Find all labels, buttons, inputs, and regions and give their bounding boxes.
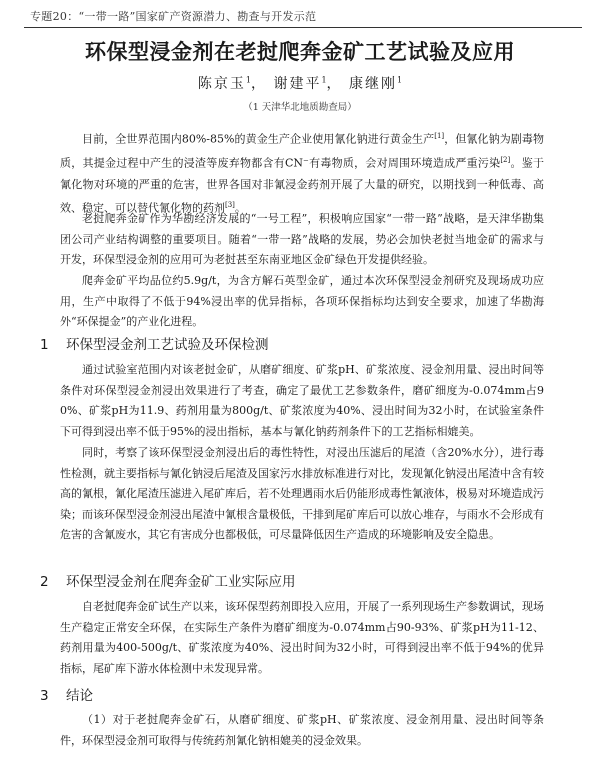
section-number: 3 (40, 688, 49, 704)
body-paragraph: 自老挝爬奔金矿试生产以来，该环保型药剂即投入应用，开展了一系列现场生产参数调试，现场生产稳定正常安全环保，在实际生产条件为磨矿细度为-0.074mm占90-93%、矿浆pH为11-12、药剂用量为400-500g/t、矿浆浓度为40%、浸出时间为32小时，可得到浸出率不低于94%的优异指标，尾矿库下游水体检测中未发现异常。 (60, 600, 544, 675)
intro-paragraph: 老挝爬奔金矿作为华勘经济发展的“一号工程”，积极响应国家“一带一路”战略，是天津华勘集团公司产业结构调整的重要项目。随着“一带一路”战略的发展，势必会加快老挝当地金矿的需求与开发，环保型浸金剂的应用可为老挝甚至东南亚地区金矿绿色开发提供经验。 (60, 212, 544, 267)
author-affiliation: （1 天津华北地质勘查局） (243, 102, 357, 113)
section-heading (40, 333, 269, 353)
paper-title: 环保型浸金剂在老挝爬奔金矿工艺试验及应用 (85, 40, 515, 64)
author-name: 康继刚 (349, 76, 397, 92)
paragraph-text: 目前，全世界范围内80%-85%的黄金生产企业使用氰化钠进行黄金生产 (82, 132, 435, 146)
author-name: 陈京玉 (197, 76, 246, 92)
running-head: 专题20：“一带一路”国家矿产资源潜力、勘查与开发示范 (30, 10, 317, 23)
paragraph-text: 。鉴于氰化物对环境的严重的危害，世界各国对非氰浸金药剂开展了大量的研究，以期找到一种低毒、高效、稳定、可以替代氰化物的药剂 (60, 156, 544, 215)
section-title: 环保型浸金剂在爬奔金矿工业实际应用 (66, 574, 296, 590)
section-heading (40, 684, 93, 704)
author-name: 谢建平 (273, 76, 322, 92)
author-affiliation-mark: 1 (245, 75, 251, 85)
body-paragraph: （1）对于老挝爬奔金矿石，从磨矿细度、矿浆pH、矿浆浓度、浸金剂用量、浸出时间等条件，环保型浸金剂可取得与传统药剂氰化钠相媲美的浸金效果。 (60, 713, 544, 747)
citation-ref: [3] (225, 201, 235, 210)
citation-ref: [1] (434, 132, 445, 140)
header-rule (24, 27, 582, 28)
author-affiliation-mark: 1 (321, 75, 327, 85)
body-paragraph: 通过试验室范围内对该老挝金矿，从磨矿细度、矿浆pH、矿浆浓度、浸金剂用量、浸出时间等条件对环保型浸金剂浸出效果进行了考查，确定了最优工艺参数条件，磨矿细度为-0.074mm占90%、矿浆pH为11.9、药剂用量为800g/t、矿浆浓度为40%、浸出时间为32小时，在试验室条件下可得到浸出率不低于95%的浸出指标，基本与氰化钠药剂条件下的工艺指标相媲美。 (60, 363, 544, 438)
intro-paragraph: 爬奔金矿平均品位约5.9g/t，为含方解石英型金矿，通过本次环保型浸金剂研究及现场成功应用，生产中取得了不低于94%浸出率的优异指标，各项环保指标均达到安全要求，加速了华勘海外“环保提金”的产业化进程。 (60, 274, 544, 329)
paragraph-text: ，但氰化钠为剧毒物质，其提金过程中产生的浸渣等废弃物都含有CN⁻有毒物质，会对周围环境造成严重污染 (60, 132, 544, 170)
body-paragraph: 同时，考察了该环保型浸金剂浸出后的毒性特性，对浸出压滤后的尾渣（含20%水分），进行毒性检测，就主要指标与氰化钠浸后尾渣及国家污水排放标准进行对比，发现氰化钠浸出尾渣中含有较高的氰根，氰化尾渣压滤进入尾矿库后，若不处理遇雨水后仍能形成毒性氰液体，极易对环境造成污染；而该环保型浸金剂浸出尾渣中氰根含量极低，干排到尾矿库后可以放心堆存，与雨水不会形成有危害的含氰废水，其它有害成分也都极低，可尽量降低因生产造成的环境影响及安全隐患。 (60, 446, 544, 542)
citation-ref: [2] (500, 156, 511, 165)
section-title: 环保型浸金剂工艺试验及环保检测 (66, 337, 269, 353)
paragraph-text: 。 (234, 201, 246, 215)
intro-paragraph (60, 126, 544, 219)
author-affiliation-mark: 1 (397, 75, 403, 85)
section-heading (40, 570, 296, 590)
section-number: 1 (40, 337, 49, 353)
author-list: 陈京玉$^1$， 谢建平$^1$， 康继刚$^1$ (197, 75, 403, 92)
section-title: 结论 (66, 688, 93, 704)
section-number: 2 (40, 574, 49, 590)
